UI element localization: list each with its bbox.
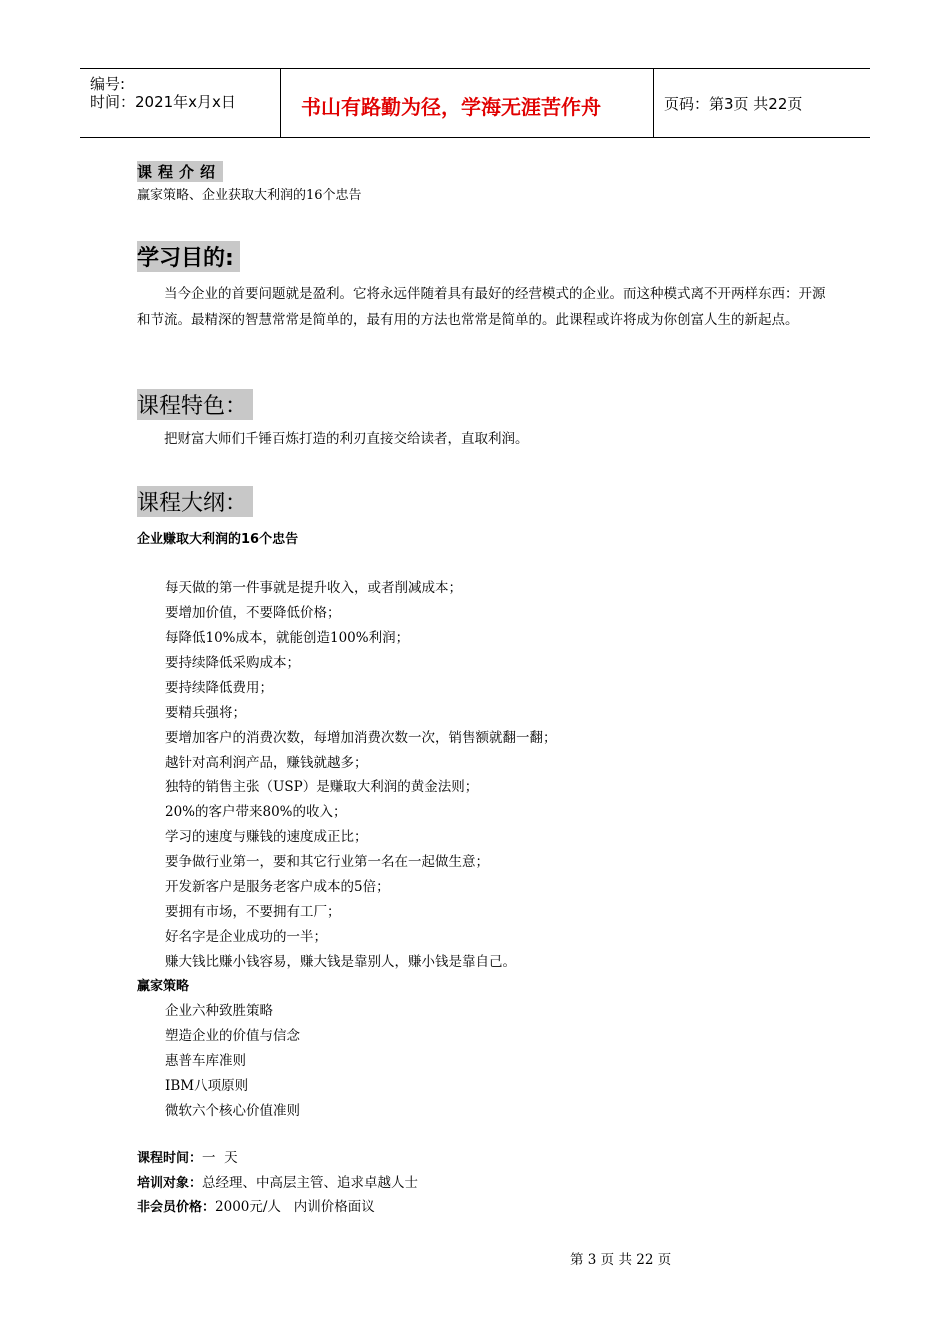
list-item: 要持续降低费用； [165,680,273,696]
list-item: 20%的客户带来80%的收入； [165,804,347,820]
list-item: 要增加价值，不要降低价格； [165,605,341,621]
motto: 书山有路勤为径，学海无涯苦作舟 [301,95,601,119]
list-item: 好名字是企业成功的一半； [165,929,327,945]
list-item: 赚大钱比赚小钱容易，赚大钱是靠别人，赚小钱是靠自己。 [165,954,516,970]
list-item: 要增加客户的消费次数，每增加消费次数一次，销售额就翻一翻； [165,730,557,746]
page-footer: 第 3 页 共 22 页 [570,1252,672,1268]
intro-heading: 课程介绍 [137,163,222,181]
features-paragraph: 把财富大师们千锤百炼打造的利刃直接交给读者，直取利润。 [164,431,529,447]
document-number: 编号: [90,75,126,93]
goal-paragraph: 当今企业的首要问题就是盈利。它将永远伴随着具有最好的经营模式的企业。而这种模式离不开两样东西：开源和节流。最精深的智慧常常是简单的，最有用的方法也常常是简单的。此课程或许将成为你创富人生的新起点。 [137,286,826,328]
list-item: 学习的速度与赚钱的速度成正比； [165,829,368,845]
list-item: 微软六个核心价值准则 [165,1103,300,1119]
outline-section2-title: 赢家策略 [137,979,190,994]
list-item: 企业六种致胜策略 [165,1003,273,1019]
list-item: 每天做的第一件事就是提升收入，或者削减成本； [165,580,462,596]
training-audience [137,1171,418,1191]
audience-value: 总经理、中高层主管、追求卓越人士 [202,1175,419,1191]
list-item: IBM八项原则 [165,1078,249,1094]
list-item: 要持续降低采购成本； [165,655,300,671]
document-date: 时间：2021年x月x日 [90,93,236,111]
list-item: 独特的销售主张（USP）是赚取大利润的黄金法则； [165,779,479,795]
list-item: 要拥有市场，不要拥有工厂； [165,904,341,920]
list-item: 越针对高利润产品，赚钱就越多； [165,755,368,771]
intro-subtitle: 赢家策略、企业获取大利润的16个忠告 [137,188,362,203]
course-time [137,1146,238,1166]
goal-heading: 学习目的: [137,241,240,272]
audience-label: 培训对象： [137,1176,203,1191]
header-page-info: 页码：第3页 共22页 [664,95,803,113]
outline-section1-title: 企业赚取大利润的16个忠告 [137,532,299,547]
list-item: 开发新客户是服务老客户成本的5倍； [165,879,390,895]
course-time-value: 一 天 [202,1150,238,1166]
outline-heading: 课程大纲： [137,486,253,517]
price-value: 2000元/人 内训价格面议 [215,1199,375,1215]
list-item: 要精兵强将； [165,705,246,721]
price-label: 非会员价格： [137,1200,216,1215]
list-item: 塑造企业的价值与信念 [165,1028,300,1044]
header-meta-cell [80,69,281,137]
header-page-cell [654,69,870,137]
list-item: 要争做行业第一，要和其它行业第一名在一起做生意； [165,854,489,870]
course-time-label: 课程时间： [137,1151,203,1166]
page-header [80,68,870,138]
header-motto-cell [281,69,654,137]
list-item: 惠普车库准则 [165,1053,246,1069]
price-info [137,1195,375,1215]
features-heading: 课程特色： [137,389,253,420]
list-item: 每降低10%成本，就能创造100%利润； [165,630,410,646]
